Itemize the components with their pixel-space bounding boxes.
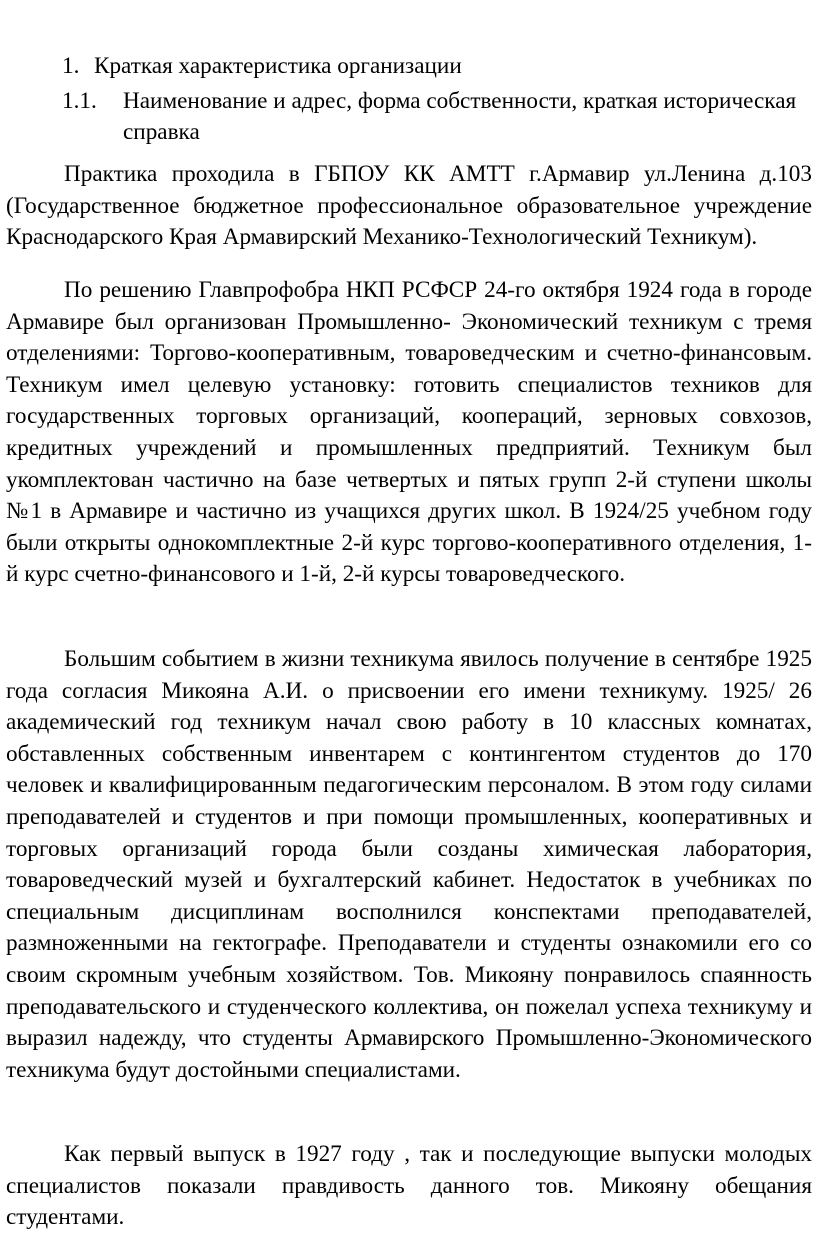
subsection-title-line2: справка [123, 119, 200, 145]
subsection-heading [62, 85, 796, 117]
paragraph-first-graduation: Как первый выпуск в 1927 году , так и последующие выпуски молодых специалистов показали правдивость данного тов. Микояну обещания студентами. [6, 1141, 812, 1231]
section-number: 1. [62, 53, 80, 79]
paragraph-founding: По решению Главпрофобра НКП РСФСР 24-го октября 1924 года в городе Армавире был организован Промышленно- Экономический техникум с тремя отделениями: Торгово-кооперативным, товароведческим и счетно-финансовым. Техникум имел целевую установку: готовить специалистов техников для государственных торговых организаций, коопераций, зерновых совхозов, кредитных учреждений и промышленных предприятий. Техникум был укомплектован частично на базе четвертых и пятых групп 2-й ступени школы №1 в Армавире и частично из учащихся других школ. В 1924/25 учебном году были открыты однокомплектные 2-й курс торгово-кооперативного отделения, 1-й курс счетно-финансового и 1-й, 2-й курсы товароведческого. [6, 277, 812, 588]
paragraph-mikoyan-event: Большим событием в жизни техникума явилось получение в сентябре 1925 года согласия Микояна А.И. о присвоении его имени техникуму. 1925/ 26 академический год техникум начал свою работу в 10 классных комнатах, обставленных собственным инвентарем с контингентом студентов до 170 человек и квалифицированным педагогическим персоналом. В этом году силами преподавателей и студентов и при помощи промышленных, кооперативных и торговых организаций города были созданы химическая лаборатория, товароведческий музей и бухгалтерский кабинет. Недостаток в учебниках по специальным дисциплинам восполнился конспектами преподавателей, размноженными на гектографе. Преподаватели и студенты ознакомили его со своим скромным учебным хозяйством. Тов. Микояну понравилось спаянность преподавательского и студенческого коллектива, он пожелал успеха техникуму и выразил надежду, что студенты Армавирского Промышленно-Экономического техникума будут достойными специалистами. [6, 646, 812, 1083]
section-heading [62, 50, 462, 82]
subsection-number: 1.1. [62, 88, 97, 114]
subsection-title-line1: Наименование и адрес, форма собственности, краткая историческая [123, 88, 797, 114]
section-title: Краткая характеристика организации [94, 53, 462, 79]
paragraph-practice-location: Практика проходила в ГБПОУ КК АМТТ г.Армавир ул.Ленина д.103 (Государственное бюджетное профессиональное образовательное учреждение Краснодарского Края Армавирский Механико-Технологический Техникум). [6, 161, 812, 251]
